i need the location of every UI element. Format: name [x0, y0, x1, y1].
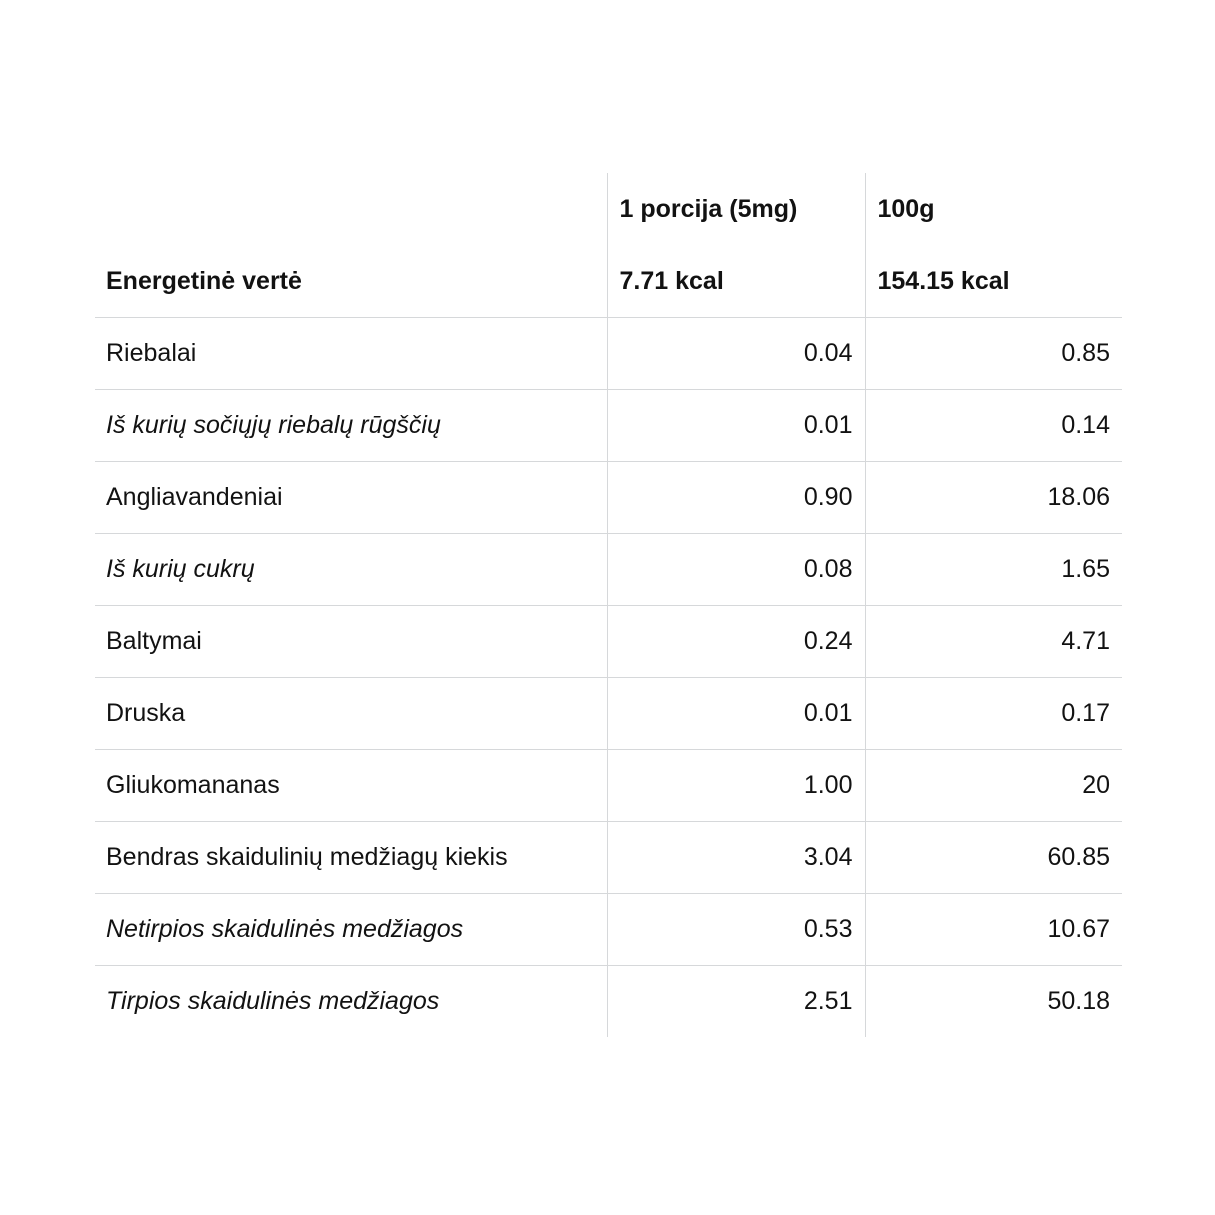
value-per-100g: 20: [865, 749, 1122, 821]
value-per-100g: 0.85: [865, 317, 1122, 389]
table-row-baltymai: [95, 605, 1122, 677]
energy-per-serving: 7.71 kcal: [607, 245, 865, 317]
row-label: Baltymai: [95, 605, 607, 677]
value-per-serving: 0.01: [607, 677, 865, 749]
value-per-100g: 10.67: [865, 893, 1122, 965]
energy-row: [95, 245, 1122, 317]
row-label: Riebalai: [95, 317, 607, 389]
row-label: Iš kurių sočiųjų riebalų rūgščių: [95, 389, 607, 461]
value-per-serving: 3.04: [607, 821, 865, 893]
table-row-tirpios: [95, 965, 1122, 1037]
row-label: Angliavandeniai: [95, 461, 607, 533]
table-row-druska: [95, 677, 1122, 749]
per100g-column-header: 100g: [865, 173, 1122, 245]
value-per-serving: 0.04: [607, 317, 865, 389]
energy-per-100g: 154.15 kcal: [865, 245, 1122, 317]
row-label: Bendras skaidulinių medžiagų kiekis: [95, 821, 607, 893]
row-label: Tirpios skaidulinės medžiagos: [106, 987, 440, 1016]
table-row-netirpios: [95, 893, 1122, 965]
value-per-serving: 0.53: [607, 893, 865, 965]
energy-label: Energetinė vertė: [95, 245, 607, 317]
table-row-cukru: [95, 533, 1122, 605]
row-label: Iš kurių cukrų: [95, 533, 607, 605]
table-row-bendras-skaiduliniu: [95, 821, 1122, 893]
table-row-riebalai: [95, 317, 1122, 389]
table-row-sociuju-riebalu: [95, 389, 1122, 461]
value-per-100g: 60.85: [865, 821, 1122, 893]
value-per-serving: 0.01: [607, 389, 865, 461]
value-per-serving: 1.00: [607, 749, 865, 821]
value-per-100g: 0.17: [865, 677, 1122, 749]
value-per-serving: 0.90: [607, 461, 865, 533]
value-per-100g: 0.14: [865, 389, 1122, 461]
row-label: Netirpios skaidulinės medžiagos: [95, 893, 607, 965]
value-per-serving: 2.51: [607, 965, 865, 1037]
empty-header-cell: [95, 173, 607, 245]
row-label: Gliukomananas: [95, 749, 607, 821]
column-header-row: [95, 173, 1122, 245]
value-per-serving: 0.08: [607, 533, 865, 605]
nutrition-table: [95, 173, 1122, 1037]
row-label: Druska: [95, 677, 607, 749]
value-per-100g: 4.71: [865, 605, 1122, 677]
value-per-serving: 0.24: [607, 605, 865, 677]
value-per-100g: 1.65: [865, 533, 1122, 605]
value-per-100g: 18.06: [865, 461, 1122, 533]
table-row-angliavandeniai: [95, 461, 1122, 533]
value-per-100g: 50.18: [865, 965, 1122, 1037]
serving-column-header: 1 porcija (5mg): [607, 173, 865, 245]
table-row-gliukomananas: [95, 749, 1122, 821]
